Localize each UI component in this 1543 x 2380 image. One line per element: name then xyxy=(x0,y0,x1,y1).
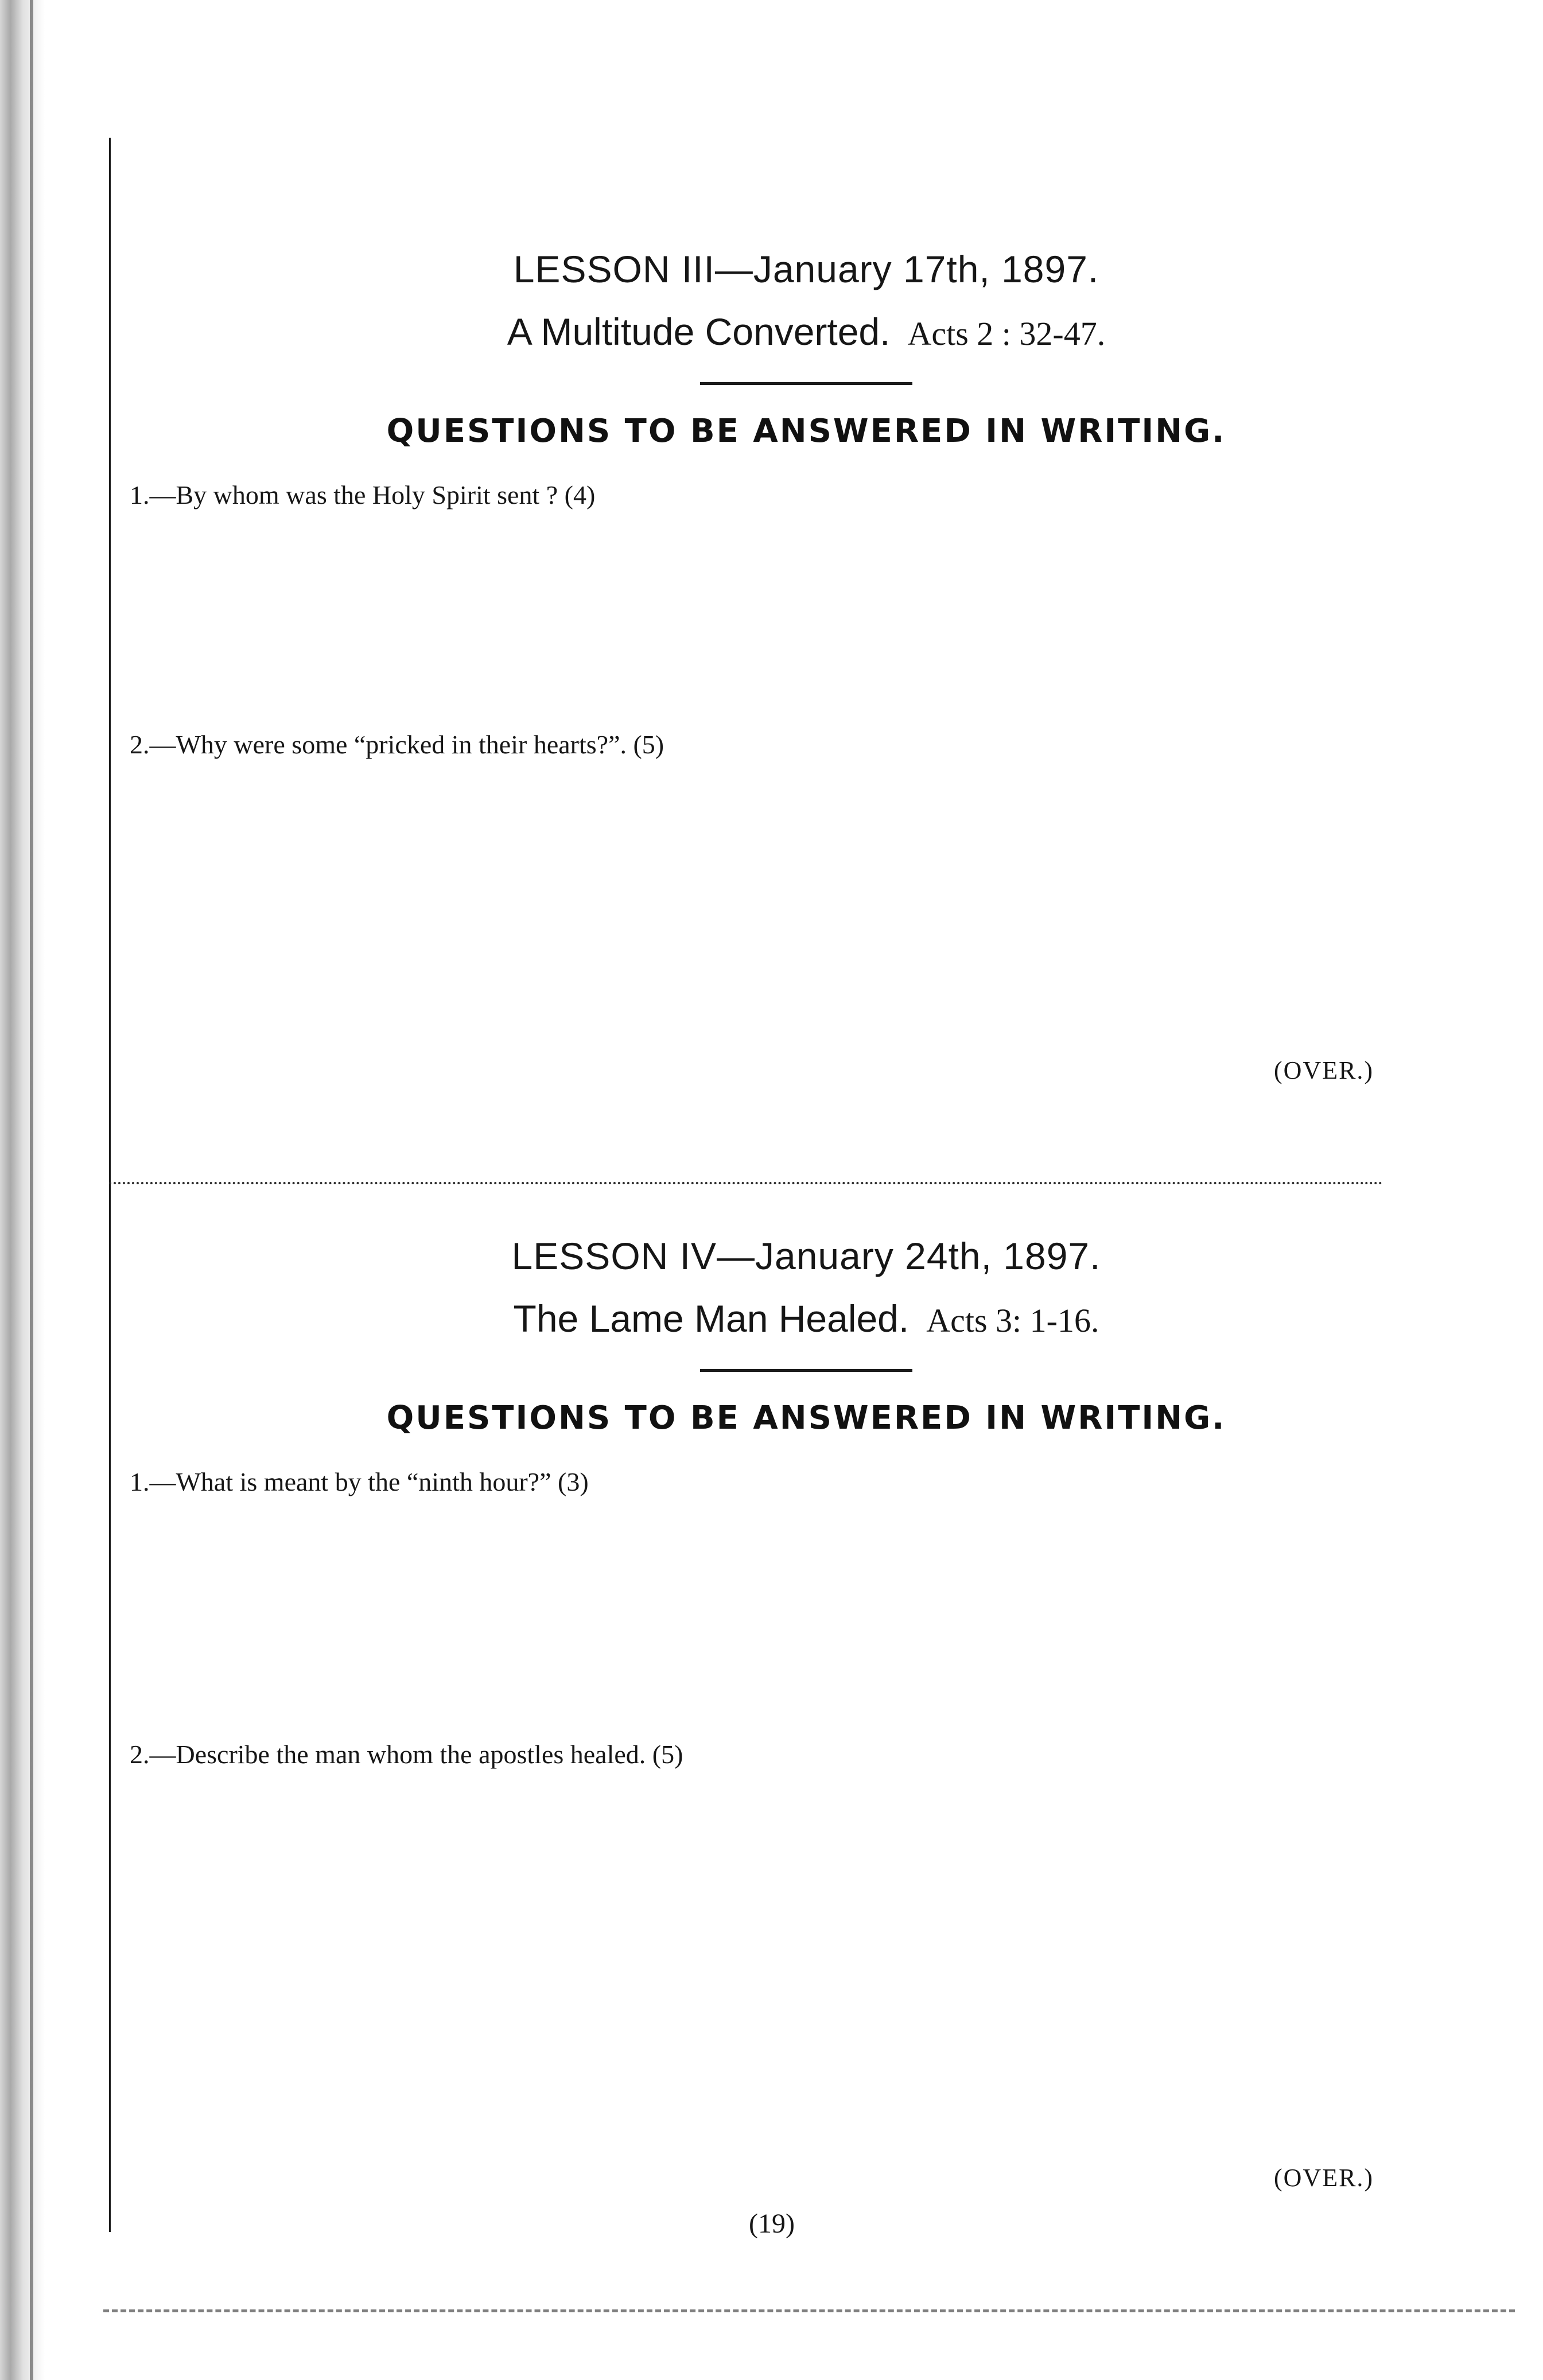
section-divider xyxy=(109,1182,1383,1184)
question-2: 2.—Why were some “pricked in their hearts?”. (5) xyxy=(130,730,664,759)
left-margin-rule xyxy=(109,138,111,2232)
title-rule xyxy=(700,382,912,385)
page-number: (19) xyxy=(749,2208,795,2239)
lesson-title-line xyxy=(230,1296,1383,1341)
lesson-heading: LESSON IV—January 24th, 1897. xyxy=(511,1235,1101,1277)
question-2: 2.—Describe the man whom the apostles healed. (5) xyxy=(130,1740,683,1769)
question-1: 1.—What is meant by the “ninth hour?” (3) xyxy=(130,1467,589,1496)
lesson-title: A Multitude Converted. xyxy=(507,310,891,353)
lesson-heading: LESSON III—January 17th, 1897. xyxy=(513,248,1099,290)
scripture-reference: Acts 3: 1-16. xyxy=(926,1302,1099,1340)
scripture-reference: Acts 2 : 32-47. xyxy=(907,315,1106,353)
instructions-heading: QUESTIONS TO BE ANSWERED IN WRITING. xyxy=(386,1399,1226,1437)
question-1: 1.—By whom was the Holy Spirit sent ? (4) xyxy=(130,480,596,510)
lesson-3-section xyxy=(109,247,1383,759)
instructions-heading: QUESTIONS TO BE ANSWERED IN WRITING. xyxy=(386,413,1226,450)
title-rule xyxy=(700,1369,912,1372)
lesson-title-line xyxy=(230,309,1383,355)
lesson-title: The Lame Man Healed. xyxy=(513,1297,910,1340)
lesson-4-section xyxy=(109,1234,1383,1769)
scan-left-edge xyxy=(0,0,45,2380)
over-note: (OVER.) xyxy=(1274,1056,1374,1084)
over-note: (OVER.) xyxy=(1274,2164,1374,2192)
scan-edge-streak xyxy=(30,0,33,2380)
scan-bottom-edge xyxy=(103,2309,1515,2312)
